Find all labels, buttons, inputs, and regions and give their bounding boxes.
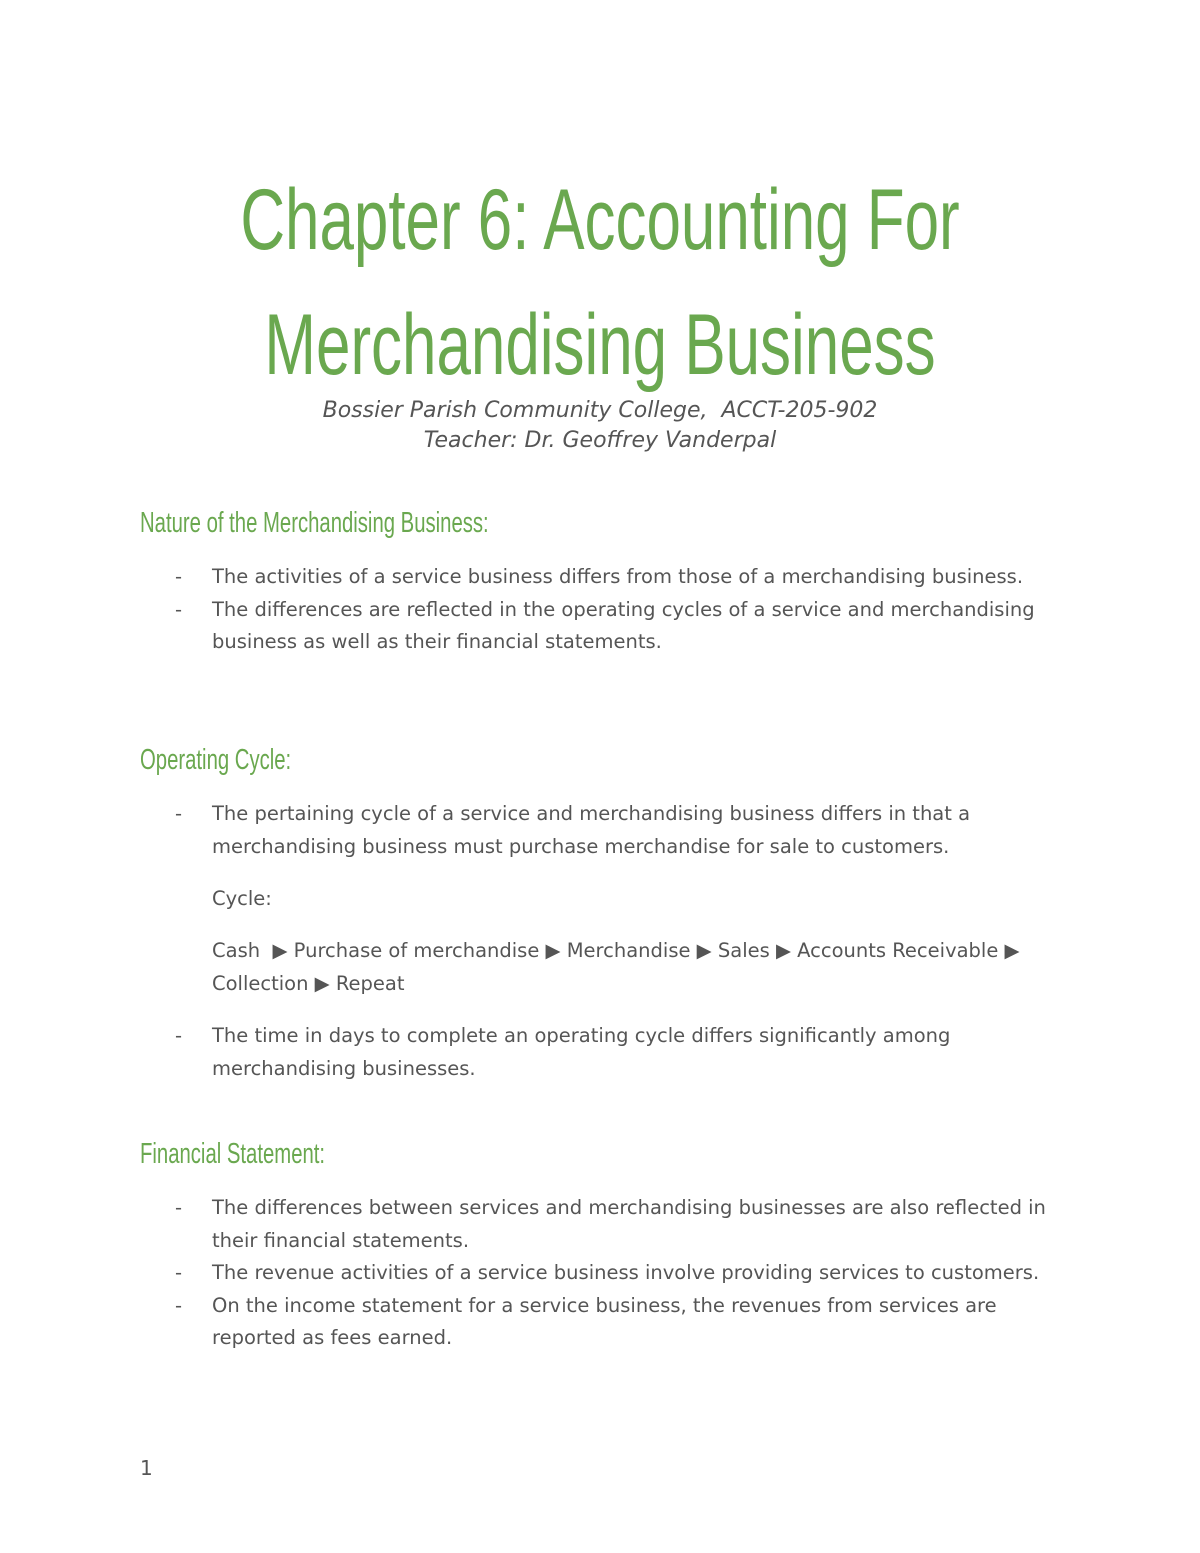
list-item-text: The time in days to complete an operating cycle differs significantly among merchandising businesses.	[212, 1024, 951, 1080]
list-item-text: The differences are reflected in the operating cycles of a service and merchandising business as well as their financial statements.	[212, 597, 1035, 653]
list-item	[175, 1020, 1065, 1085]
section-heading-operating-cycle: Operating Cycle:	[140, 744, 292, 776]
operating-list-1	[175, 798, 1065, 863]
bullet-dash: -	[175, 565, 183, 588]
document-title	[168, 158, 1032, 408]
list-item	[175, 594, 1065, 659]
list-item-text: On the income statement for a service business, the revenues from services are reported as fees earned.	[212, 1293, 997, 1349]
bullet-dash: -	[175, 1261, 183, 1284]
bullet-dash: -	[175, 802, 183, 825]
cycle-flow: Cash ▶ Purchase of merchandise ▶ Merchandise ▶ Sales ▶ Accounts Receivable ▶ Collection ▶ Repeat	[212, 939, 1026, 995]
title-line-1: Chapter 6: Accounting For	[240, 172, 960, 268]
list-item-text: The pertaining cycle of a service and merchandising business differs in that a merchandising business must purchase merchandise for sale to customers.	[212, 802, 971, 858]
list-item	[175, 798, 1065, 863]
bullet-dash: -	[175, 1024, 183, 1047]
bullet-dash: -	[175, 1293, 183, 1317]
bullet-dash: -	[175, 597, 183, 621]
list-item-text: The revenue activities of a service business involve providing services to customers.	[212, 1261, 1040, 1284]
document-subtitle	[0, 396, 1200, 456]
financial-list	[175, 1192, 1065, 1355]
nature-list	[175, 561, 1065, 659]
list-item-text: The differences between services and merchandising businesses are also reflected in their financial statements.	[212, 1196, 1046, 1252]
section-heading-financial-statement: Financial Statement:	[140, 1138, 326, 1170]
bullet-dash: -	[175, 1196, 183, 1219]
list-item	[175, 561, 1065, 594]
list-item	[175, 1290, 1065, 1355]
operating-list-2	[175, 1020, 1065, 1085]
list-item	[175, 1192, 1065, 1257]
page-number: 1	[140, 1456, 153, 1480]
title-line-2: Merchandising Business	[264, 297, 936, 393]
list-item-text: The activities of a service business differs from those of a merchandising business.	[212, 565, 1024, 588]
college-course-line: Bossier Parish Community College, ACCT-205-902	[322, 398, 878, 423]
section-heading-nature: Nature of the Merchandising Business:	[140, 507, 489, 539]
teacher-line: Teacher: Dr. Geoffrey Vanderpal	[423, 428, 777, 453]
cycle-label: Cycle:	[212, 887, 272, 910]
list-item	[175, 1257, 1065, 1290]
